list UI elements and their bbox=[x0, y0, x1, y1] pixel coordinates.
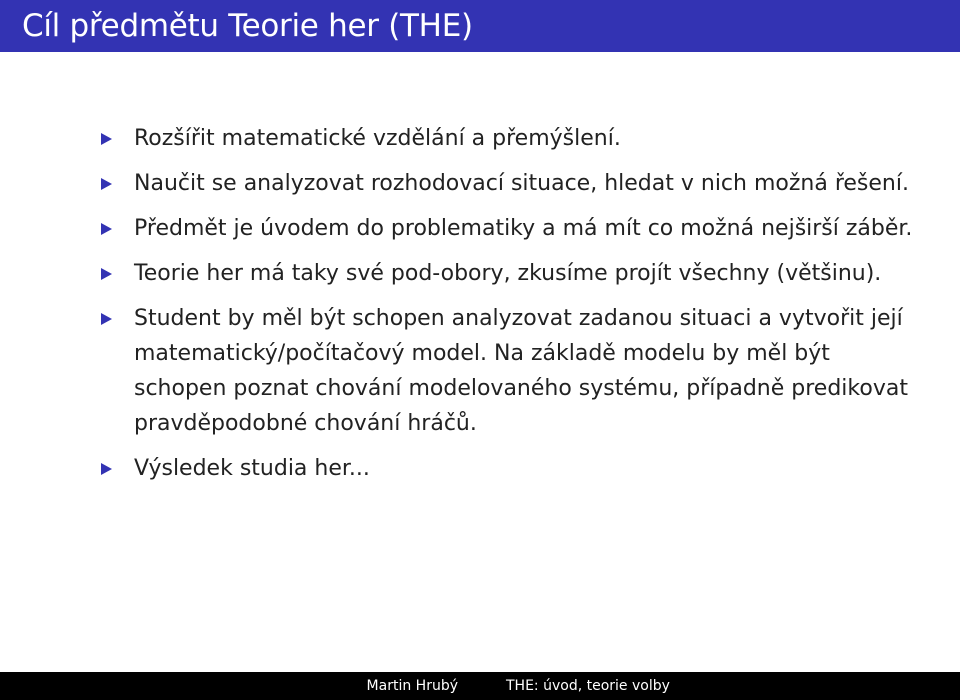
bullet-list bbox=[96, 121, 916, 496]
bullet-item bbox=[96, 451, 916, 486]
footer-bar bbox=[0, 672, 960, 700]
triangle-bullet-icon bbox=[101, 268, 112, 280]
title-bar bbox=[0, 0, 960, 52]
bullet-item bbox=[96, 211, 916, 246]
bullet-text: Naučit se analyzovat rozhodovací situace, hledat v nich možná řešení. bbox=[134, 171, 909, 196]
footer-short-title: THE: úvod, teorie volby bbox=[506, 678, 670, 694]
triangle-bullet-icon bbox=[101, 463, 112, 475]
bullet-item bbox=[96, 121, 916, 156]
bullet-text: Rozšířit matematické vzdělání a přemýšlení. bbox=[134, 126, 621, 151]
bullet-item bbox=[96, 166, 916, 201]
footer-author: Martin Hrubý bbox=[366, 678, 458, 694]
bullet-text: Teorie her má taky své pod-obory, zkusíme projít všechny (většinu). bbox=[134, 261, 882, 286]
slide-title: Cíl předmětu Teorie her (THE) bbox=[22, 8, 473, 44]
triangle-bullet-icon bbox=[101, 178, 112, 190]
bullet-text: Student by měl být schopen analyzovat zadanou situaci a vytvořit její matematický/počítačový model. Na základě modelu by měl být schopen poznat chování modelovaného systému, případně predikovat pravděpodobné chování hráčů. bbox=[134, 306, 908, 436]
bullet-item bbox=[96, 256, 916, 291]
triangle-bullet-icon bbox=[101, 313, 112, 325]
bullet-item bbox=[96, 301, 916, 441]
bullet-text: Předmět je úvodem do problematiky a má mít co možná nejširší záběr. bbox=[134, 216, 913, 241]
bullet-text: Výsledek studia her... bbox=[134, 456, 370, 481]
triangle-bullet-icon bbox=[101, 133, 112, 145]
triangle-bullet-icon bbox=[101, 223, 112, 235]
